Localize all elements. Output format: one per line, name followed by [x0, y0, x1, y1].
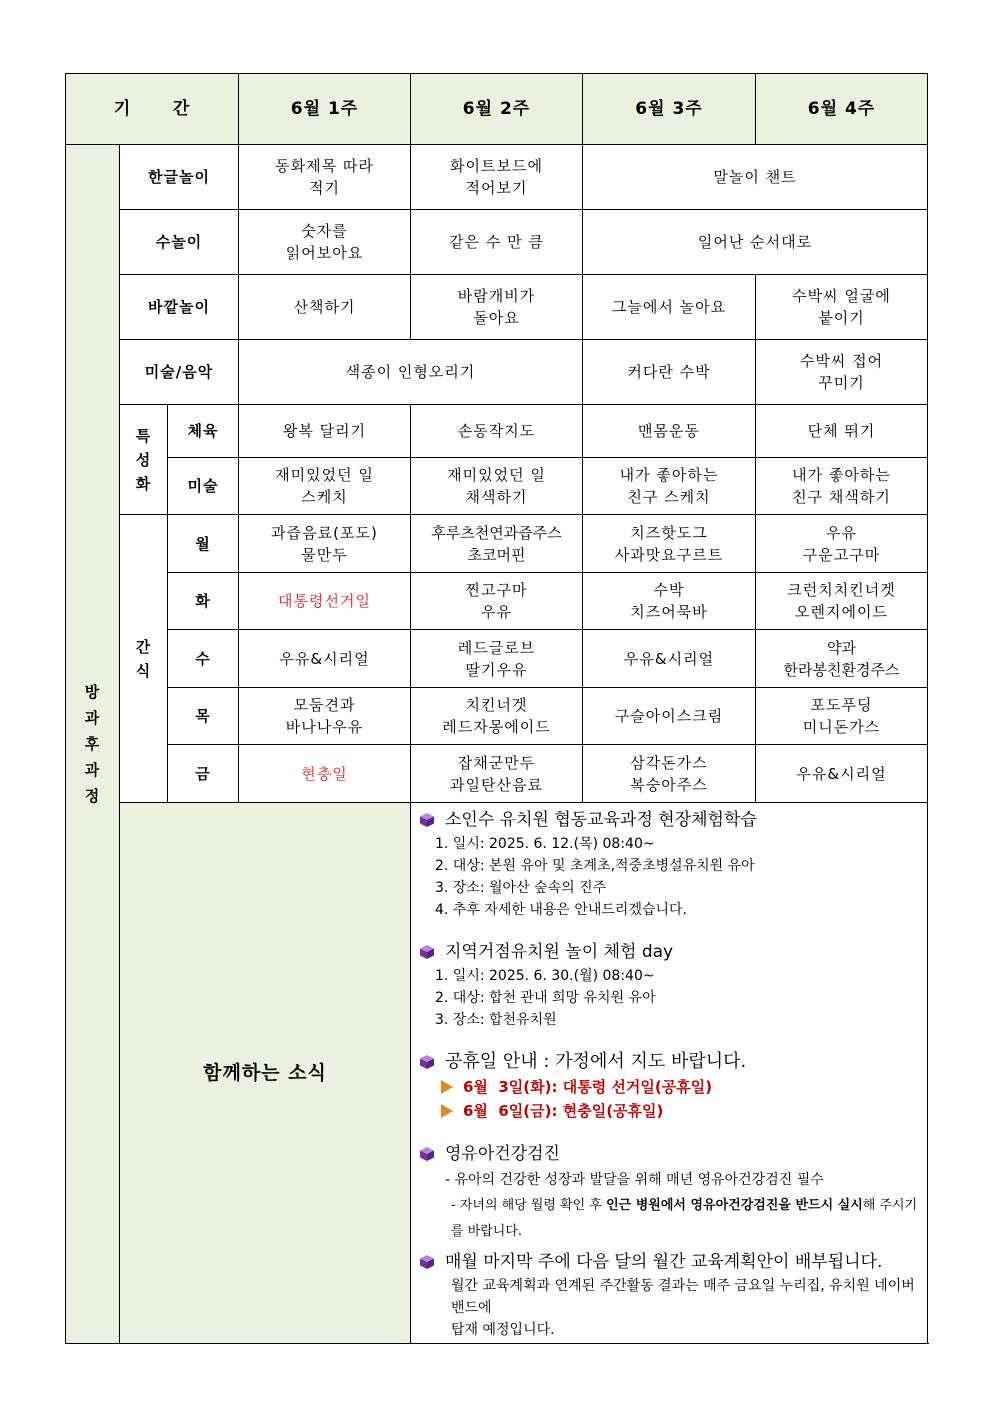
snack-thu-w4: 포도푸딩 미니돈가스	[756, 688, 928, 745]
monthly-body: 탑재 예정입니다.	[451, 1322, 555, 1338]
snack-mon-w4: 우유 구운고구마	[756, 515, 928, 573]
outdoor-w2: 바람개비가 돌아요	[411, 275, 583, 340]
notice-playday-title: 지역거점유치원 놀이 체험 day	[445, 942, 674, 962]
notice-fieldtrip-title: 소인수 유치원 협동교육과정 현장체험학습	[445, 810, 757, 830]
snack-mon-w2: 후루츠천연과즙주스 초코머핀	[411, 515, 583, 573]
snack-label: 간식	[120, 515, 168, 803]
notice-item: 2. 대상: 본원 유아 및 초계초,적중초병설유치원 유아	[435, 858, 755, 874]
snack-fri-w1: 현충일	[239, 745, 411, 803]
math-label: 수놀이	[120, 210, 239, 275]
snack-wed-row	[66, 630, 928, 688]
snack-wed-w4: 약과 한라봉친환경주스	[756, 630, 928, 688]
snack-fri-row	[66, 745, 928, 803]
monthly-body: 월간 교육계획과 연계된 주간활동 결과는 매주 금요일 누리집, 유치원 네이버 밴드에	[451, 1278, 915, 1316]
week-1-header: 6월 1주	[239, 74, 411, 145]
hangul-label: 한글놀이	[120, 145, 239, 210]
notice-monthly	[419, 1249, 919, 1341]
math-row	[66, 210, 928, 275]
outdoor-w3: 그늘에서 놀아요	[583, 275, 756, 340]
artmusic-row	[66, 340, 928, 405]
week-3-header: 6월 3주	[583, 74, 756, 145]
outdoor-w1: 산책하기	[239, 275, 411, 340]
snack-thu-row	[66, 688, 928, 745]
snack-wed-w2: 레드글로브 딸기우유	[411, 630, 583, 688]
notice-holiday	[419, 1049, 919, 1123]
pe-w1: 왕복 달리기	[239, 405, 411, 458]
health-line-1: - 유아의 건강한 성장과 발달을 위해 매년 영유아건강검진 필수	[445, 1172, 824, 1188]
outdoor-row	[66, 275, 928, 340]
cube-bullet-icon	[419, 944, 435, 960]
snack-tue-w4: 크런치치킨너겟 오렌지에이드	[756, 573, 928, 630]
hangul-w34: 말놀이 챈트	[583, 145, 928, 210]
snack-thu-w1: 모둠견과 바나나우유	[239, 688, 411, 745]
snack-fri-label: 금	[168, 745, 239, 803]
notice-item: 1. 일시: 2025. 6. 30.(월) 08:40~	[435, 968, 655, 984]
snack-tue-label: 화	[168, 573, 239, 630]
notice-monthly-title: 매월 마지막 주에 다음 달의 월간 교육계획안이 배부됩니다.	[445, 1252, 883, 1272]
snack-fri-w2: 잡채군만두 과일탄산음료	[411, 745, 583, 803]
afterschool-label: 방과후 과정	[66, 145, 120, 1344]
specialart-label: 미술	[168, 458, 239, 515]
snack-wed-w3: 우유&시리얼	[583, 630, 756, 688]
outdoor-w4: 수박씨 얼굴에 붙이기	[756, 275, 928, 340]
specialart-w2: 재미있었던 일 채색하기	[411, 458, 583, 515]
artmusic-w4: 수박씨 접어 꾸미기	[756, 340, 928, 405]
pe-w3: 맨몸운동	[583, 405, 756, 458]
snack-fri-w4: 우유&시리얼	[756, 745, 928, 803]
notice-holiday-title: 공휴일 안내 : 가정에서 지도 바랍니다.	[445, 1051, 747, 1072]
notice-item: 2. 대상: 합천 관내 희망 유치원 유아	[435, 990, 656, 1006]
snack-mon-label: 월	[168, 515, 239, 573]
schedule-table	[65, 73, 928, 1344]
specialart-w1: 재미있었던 일 스케치	[239, 458, 411, 515]
hangul-w2: 화이트보드에 적어보기	[411, 145, 583, 210]
notice-health-title: 영유아건강검진	[445, 1144, 560, 1164]
period-label: 기 간	[66, 74, 239, 145]
week-2-header: 6월 2주	[411, 74, 583, 145]
arrow-right-icon	[441, 1104, 453, 1118]
snack-mon-w1: 과즙음료(포도) 물만두	[239, 515, 411, 573]
snack-tue-row	[66, 573, 928, 630]
specialart-row	[66, 458, 928, 515]
snack-fri-w3: 삼각돈가스 복숭아주스	[583, 745, 756, 803]
specialart-w3: 내가 좋아하는 친구 스케치	[583, 458, 756, 515]
notice-playday	[419, 939, 919, 1031]
artmusic-label: 미술/음악	[120, 340, 239, 405]
snack-tue-w2: 찐고구마 우유	[411, 573, 583, 630]
snack-thu-label: 목	[168, 688, 239, 745]
holiday-item: 6월 6일(금): 현충일(공휴일)	[463, 1102, 664, 1120]
snack-tue-w3: 수박 치즈어묵바	[583, 573, 756, 630]
snack-wed-label: 수	[168, 630, 239, 688]
health-emphasis: 인근 병원에서 영유아건강검진을 반드시 실시	[606, 1198, 863, 1213]
hangul-w1: 동화제목 따라 적기	[239, 145, 411, 210]
pe-row	[66, 405, 928, 458]
math-w1: 숫자를 읽어보아요	[239, 210, 411, 275]
specialart-w4: 내가 좋아하는 친구 채색하기	[756, 458, 928, 515]
snack-tue-w1: 대통령선거일	[239, 573, 411, 630]
holiday-item: 6월 3일(화): 대통령 선거일(공휴일)	[463, 1078, 713, 1096]
special-label: 특성화	[120, 405, 168, 515]
week-4-header: 6월 4주	[756, 74, 928, 145]
notice-health	[419, 1141, 919, 1245]
artmusic-w3: 커다란 수박	[583, 340, 756, 405]
artmusic-w12: 색종이 인형오리기	[239, 340, 583, 405]
snack-wed-w1: 우유&시리얼	[239, 630, 411, 688]
notice-fieldtrip	[419, 807, 919, 921]
notice-item: 3. 장소: 월아산 숲속의 진주	[435, 880, 607, 896]
cube-bullet-icon	[419, 1054, 435, 1070]
hangul-row	[66, 145, 928, 210]
snack-thu-w3: 구슬아이스크림	[583, 688, 756, 745]
outdoor-label: 바깥놀이	[120, 275, 239, 340]
arrow-right-icon	[441, 1080, 453, 1094]
pe-label: 체육	[168, 405, 239, 458]
snack-mon-w3: 치즈핫도그 사과맛요구르트	[583, 515, 756, 573]
health-line-2: - 자녀의 해당 월령 확인 후 인근 병원에서 영유아건강검진을 반드시 실시해 주시기를 바랍니다.	[451, 1198, 918, 1239]
math-w2: 같은 수 만 큼	[411, 210, 583, 275]
pe-w4: 단체 뛰기	[756, 405, 928, 458]
notice-item: 4. 추후 자세한 내용은 안내드리겠습니다.	[435, 902, 687, 918]
news-content	[411, 803, 928, 1344]
cube-bullet-icon	[419, 812, 435, 828]
notice-item: 3. 장소: 합천유치원	[435, 1012, 557, 1028]
news-row	[66, 803, 928, 1344]
news-label: 함께하는 소식	[120, 803, 411, 1344]
snack-mon-row	[66, 515, 928, 573]
header-row	[66, 74, 928, 145]
pe-w2: 손동작지도	[411, 405, 583, 458]
snack-thu-w2: 치킨너겟 레드자몽에이드	[411, 688, 583, 745]
notice-item: 1. 일시: 2025. 6. 12.(목) 08:40~	[435, 836, 655, 852]
cube-bullet-icon	[419, 1146, 435, 1162]
math-w34: 일어난 순서대로	[583, 210, 928, 275]
cube-bullet-icon	[419, 1254, 435, 1270]
